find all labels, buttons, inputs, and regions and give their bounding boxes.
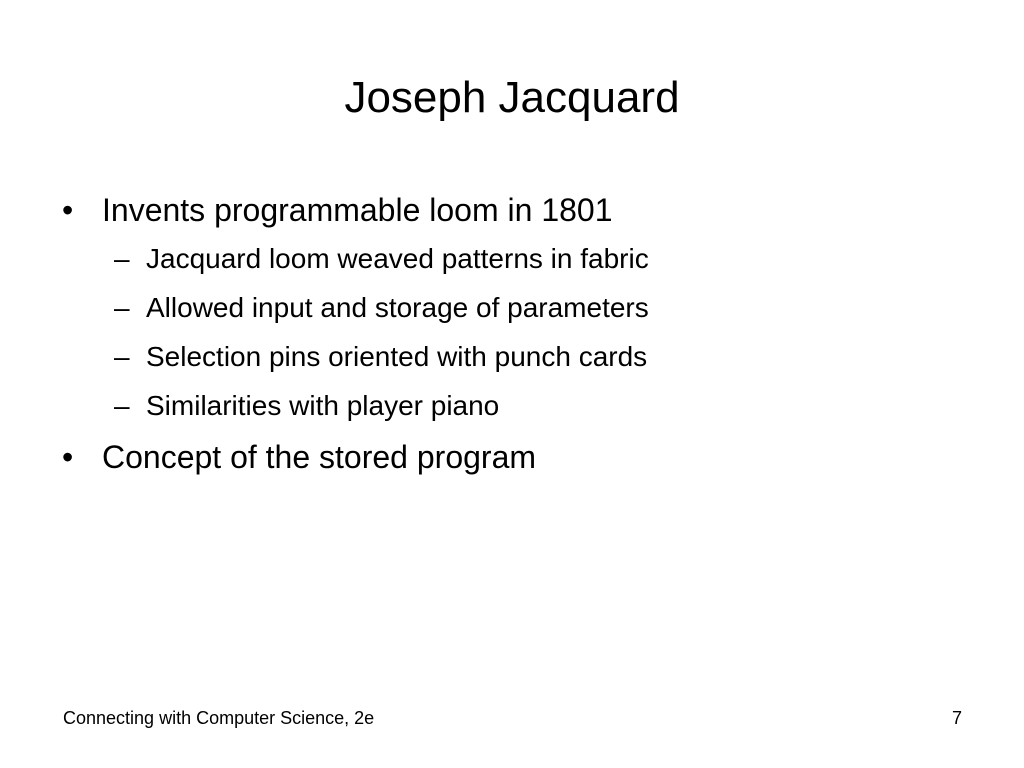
bullet-marker: • [62, 192, 74, 228]
sub-bullet-text: Selection pins oriented with punch cards [146, 341, 648, 372]
sub-bullet-item [54, 381, 954, 430]
bullet-marker: • [62, 439, 74, 475]
sub-bullet-item [54, 283, 954, 332]
sub-bullet-marker: – [114, 341, 130, 372]
sub-bullet-item [54, 332, 954, 381]
sub-bullet-list [54, 234, 954, 430]
bullet-item [54, 433, 954, 481]
sub-bullet-marker: – [114, 390, 130, 421]
bullet-list [54, 186, 954, 481]
sub-bullet-text: Jacquard loom weaved patterns in fabric [146, 243, 649, 274]
footer-text: Connecting with Computer Science, 2e [63, 708, 375, 728]
sub-bullet-item [54, 234, 954, 283]
bullet-item [54, 186, 954, 234]
sub-bullet-text: Allowed input and storage of parameters [146, 292, 649, 323]
sub-bullet-text: Similarities with player piano [146, 390, 500, 421]
slide-title: Joseph Jacquard [344, 73, 680, 122]
sub-bullet-marker: – [114, 243, 130, 274]
bullet-text: Invents programmable loom in 1801 [102, 192, 613, 228]
sub-bullet-marker: – [114, 292, 130, 323]
page-number: 7 [951, 708, 962, 728]
bullet-text: Concept of the stored program [102, 439, 537, 475]
